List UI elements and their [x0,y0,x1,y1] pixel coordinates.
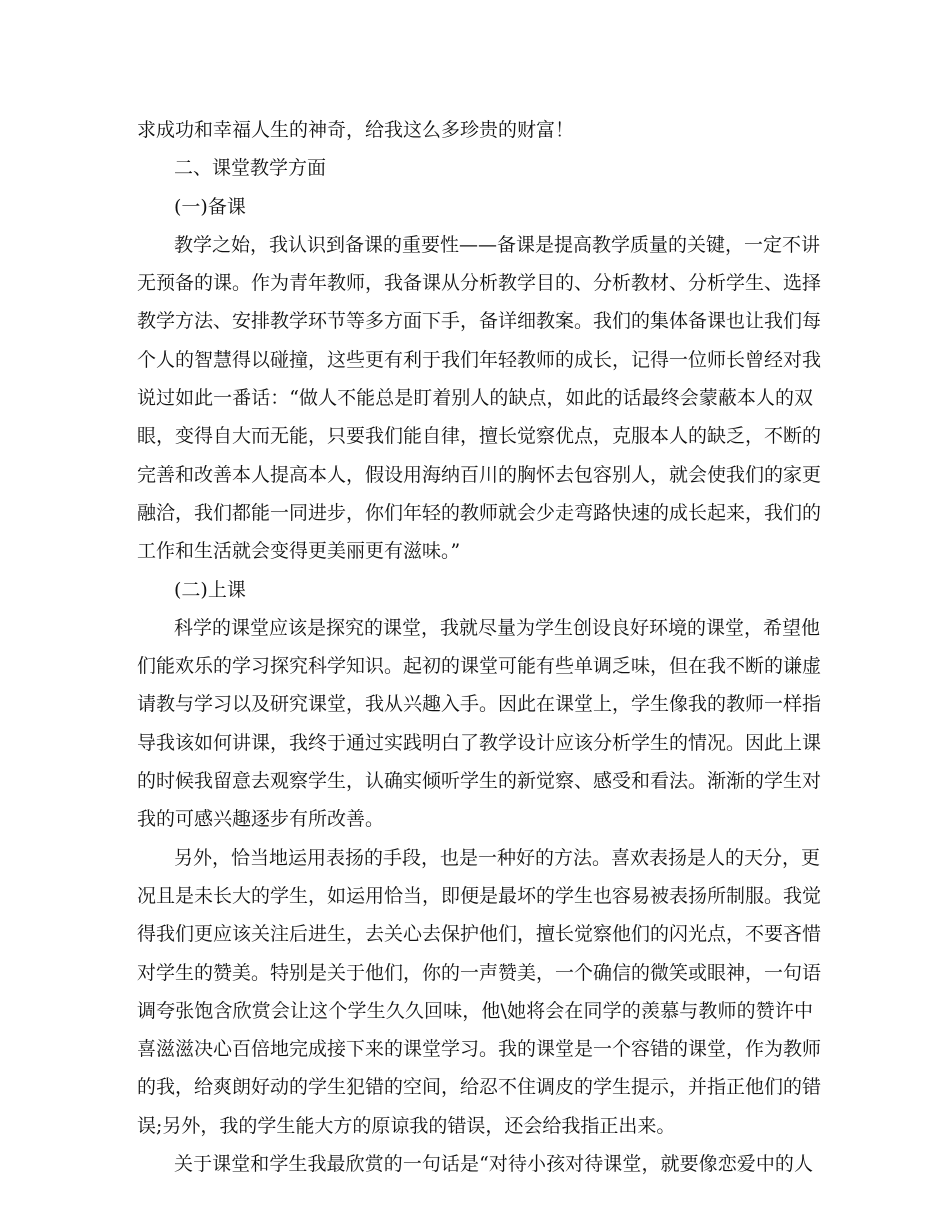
text-line: 另外，恰当地运用表扬的手段，也是一种好的方法。喜欢表扬是人的天分，更 [174,846,821,869]
text-line: 喜滋滋决心百倍地完成接下来的课堂学习。我的课堂是一个容错的课堂，作为教师 [137,1038,822,1061]
text-line: (一)备课 [174,195,246,218]
text-line: 的我，给爽朗好动的学生犯错的空间，给忍不住调皮的学生提示，并指正他们的错 [137,1076,822,1099]
text-line: 得我们更应该关注后进生，去关心去保护他们，擅长觉察他们的闪光点，不要吝惜 [137,923,822,946]
text-line: 说过如此一番话：“做人不能总是盯着别人的缺点，如此的话最终会蒙蔽本人的双 [137,387,813,410]
text-line: 个人的智慧得以碰撞，这些更有利于我们年轻教师的成长，记得一位师长曾经对我 [137,348,822,371]
text-line: 调夸张饱含欣赏会让这个学生久久回味，他\她将会在同学的羡慕与教师的赞许中 [137,999,813,1022]
text-line: 工作和生活就会变得更美丽更有滋味。” [137,540,461,563]
text-line: 们能欢乐的学习探究科学知识。起初的课堂可能有些单调乏味，但在我不断的谦虚 [137,655,822,678]
text-line: 误;另外，我的学生能大方的原谅我的错误，还会给我指正出来。 [137,1114,676,1137]
text-line: 科学的课堂应该是探究的课堂，我就尽量为学生创设良好环境的课堂，希望他 [174,616,821,639]
text-line: 请教与学习以及研究课堂，我从兴趣入手。因此在课堂上，学生像我的教师一样指 [137,693,822,716]
text-line: 无预备的课。作为青年教师，我备课从分析教学目的、分析教材、分析学生、选择 [137,272,822,295]
text-line: 眼，变得自大而无能，只要我们能自律，擅长觉察优点，克服本人的缺乏，不断的 [137,425,822,448]
text-line: 融洽，我们都能一同进步，你们年轻的教师就会少走弯路快速的成长起来，我们的 [137,501,822,524]
text-line: 二、课堂教学方面 [174,157,327,180]
document-body [137,111,822,1183]
text-line: 的时候我留意去观察学生，认确实倾听学生的新觉察、感受和看法。渐渐的学生对 [137,770,822,793]
text-line: 导我该如何讲课，我终于通过实践明白了教学设计应该分析学生的情况。因此上课 [137,731,822,754]
text-line: 求成功和幸福人生的神奇，给我这么多珍贵的财富！ [137,119,575,141]
text-line: 况且是未长大的学生，如运用恰当，即便是最坏的学生也容易被表扬所制服。我觉 [137,884,822,907]
text-line: 教学方法、安排教学环节等多方面下手，备详细教案。我们的集体备课也让我们每 [137,310,822,333]
text-line: 教学之始，我认识到备课的重要性——备课是提高教学质量的关键，一定不讲 [174,233,821,256]
text-line: (二)上课 [174,578,246,601]
text-line: 关于课堂和学生我最欣赏的一句话是“对待小孩对待课堂，就要像恋爱中的人 [174,1153,813,1176]
text-line: 对学生的赞美。特别是关于他们，你的一声赞美，一个确信的微笑或眼神，一句语 [137,961,822,984]
text-line: 完善和改善本人提高本人，假设用海纳百川的胸怀去包容别人，就会使我们的家更 [137,463,822,486]
text-line: 我的可感兴趣逐步有所改善。 [137,808,385,831]
